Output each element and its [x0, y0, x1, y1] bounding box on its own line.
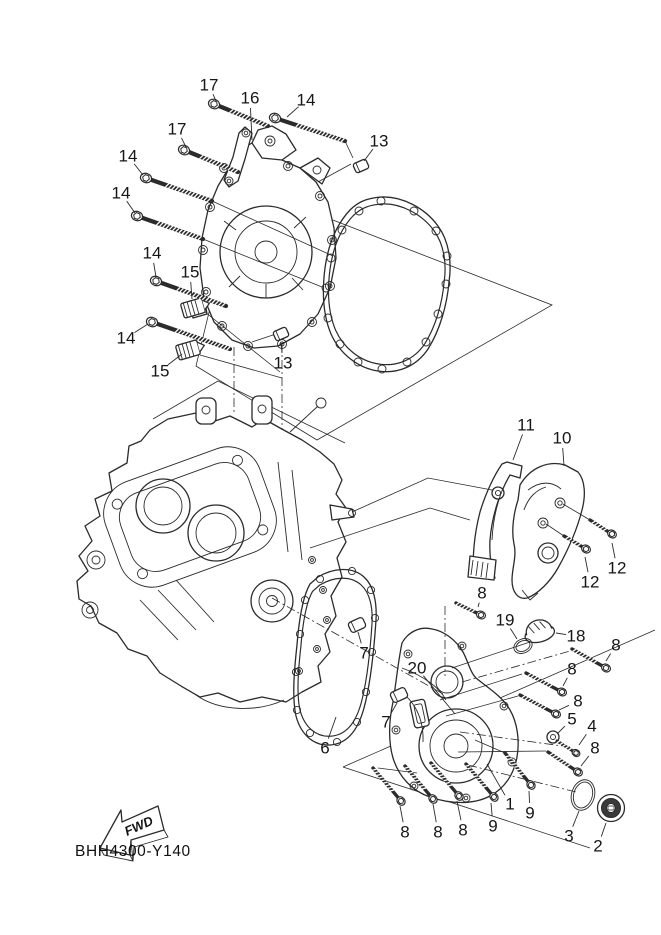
- callout-15: 15: [180, 262, 200, 282]
- callout-12: 12: [607, 558, 627, 578]
- bolt: [520, 695, 562, 719]
- callout-14: 14: [118, 146, 138, 166]
- leader-line: [556, 633, 566, 635]
- leader-line: [558, 726, 565, 733]
- crankcase-cover-right: [390, 628, 519, 802]
- leader-line: [433, 804, 436, 822]
- plug-cap-2: [598, 795, 625, 822]
- leader-line: [529, 791, 530, 803]
- callout-8: 8: [477, 583, 487, 603]
- callout-17: 17: [199, 75, 219, 95]
- callout-1: 1: [505, 794, 515, 814]
- bolt: [177, 144, 238, 173]
- leader-line: [191, 282, 192, 299]
- callout-20: 20: [407, 658, 427, 678]
- leader-line: [581, 756, 589, 766]
- callout-12: 12: [580, 572, 600, 592]
- leader-line: [585, 557, 588, 572]
- leader-line: [563, 448, 564, 466]
- callout-8: 8: [400, 822, 410, 842]
- engine-block: [77, 396, 356, 708]
- leader-line: [573, 811, 579, 827]
- callout-16: 16: [240, 88, 260, 108]
- callout-14: 14: [116, 328, 136, 348]
- callout-11: 11: [517, 415, 535, 435]
- callout-8: 8: [611, 635, 621, 655]
- leader-line: [358, 632, 361, 643]
- bolt: [526, 673, 568, 697]
- bolt: [557, 741, 581, 758]
- fwd-label: FWD: [122, 812, 156, 839]
- callout-4: 4: [587, 716, 597, 736]
- sprocket-cover: [512, 464, 584, 600]
- callout-3: 3: [564, 826, 574, 846]
- callout-5: 5: [567, 709, 577, 729]
- leader-line: [601, 823, 606, 837]
- bolt: [590, 520, 618, 540]
- callout-6: 6: [320, 738, 330, 758]
- callout-19: 19: [495, 610, 515, 630]
- callout-8: 8: [433, 822, 443, 842]
- dowel-pin-7a: [347, 617, 366, 634]
- callout-10: 10: [552, 428, 572, 448]
- leader-line: [478, 603, 479, 607]
- leader-line: [127, 201, 135, 213]
- leader-line: [612, 543, 615, 558]
- leader-line: [457, 801, 461, 820]
- callout-8: 8: [573, 691, 583, 711]
- o-ring-3: [568, 777, 599, 813]
- leader-line: [154, 263, 156, 277]
- callout-8: 8: [458, 820, 468, 840]
- callout-15: 15: [150, 361, 170, 381]
- callout-14: 14: [142, 243, 162, 263]
- bolt: [130, 210, 203, 240]
- callout-7: 7: [381, 712, 391, 732]
- callout-14: 14: [296, 90, 316, 110]
- callout-14: 14: [111, 183, 131, 203]
- callout-13: 13: [369, 131, 389, 151]
- bolt: [572, 649, 612, 674]
- callout-9: 9: [525, 803, 535, 823]
- leader-line: [510, 628, 517, 639]
- callout-13: 13: [273, 353, 293, 373]
- leader-line: [134, 164, 143, 175]
- leader-line: [606, 653, 611, 661]
- bolt: [456, 603, 487, 621]
- callout-8: 8: [590, 738, 600, 758]
- dowel-pin-13a: [353, 159, 370, 174]
- diagram-code: BHH4300-Y140: [75, 843, 191, 860]
- callout-17: 17: [167, 119, 187, 139]
- leader-line: [491, 803, 492, 816]
- leader-line: [400, 806, 403, 822]
- leader-line: [513, 434, 523, 460]
- callout-18: 18: [566, 626, 586, 646]
- callout-8: 8: [567, 659, 577, 679]
- leader-line: [563, 678, 567, 686]
- callout-9: 9: [488, 816, 498, 836]
- callout-2: 2: [593, 836, 603, 856]
- callout-7: 7: [359, 643, 369, 663]
- bolt: [139, 172, 212, 202]
- leader-line: [134, 324, 148, 333]
- leader-line: [364, 149, 373, 161]
- leader-line: [579, 734, 586, 745]
